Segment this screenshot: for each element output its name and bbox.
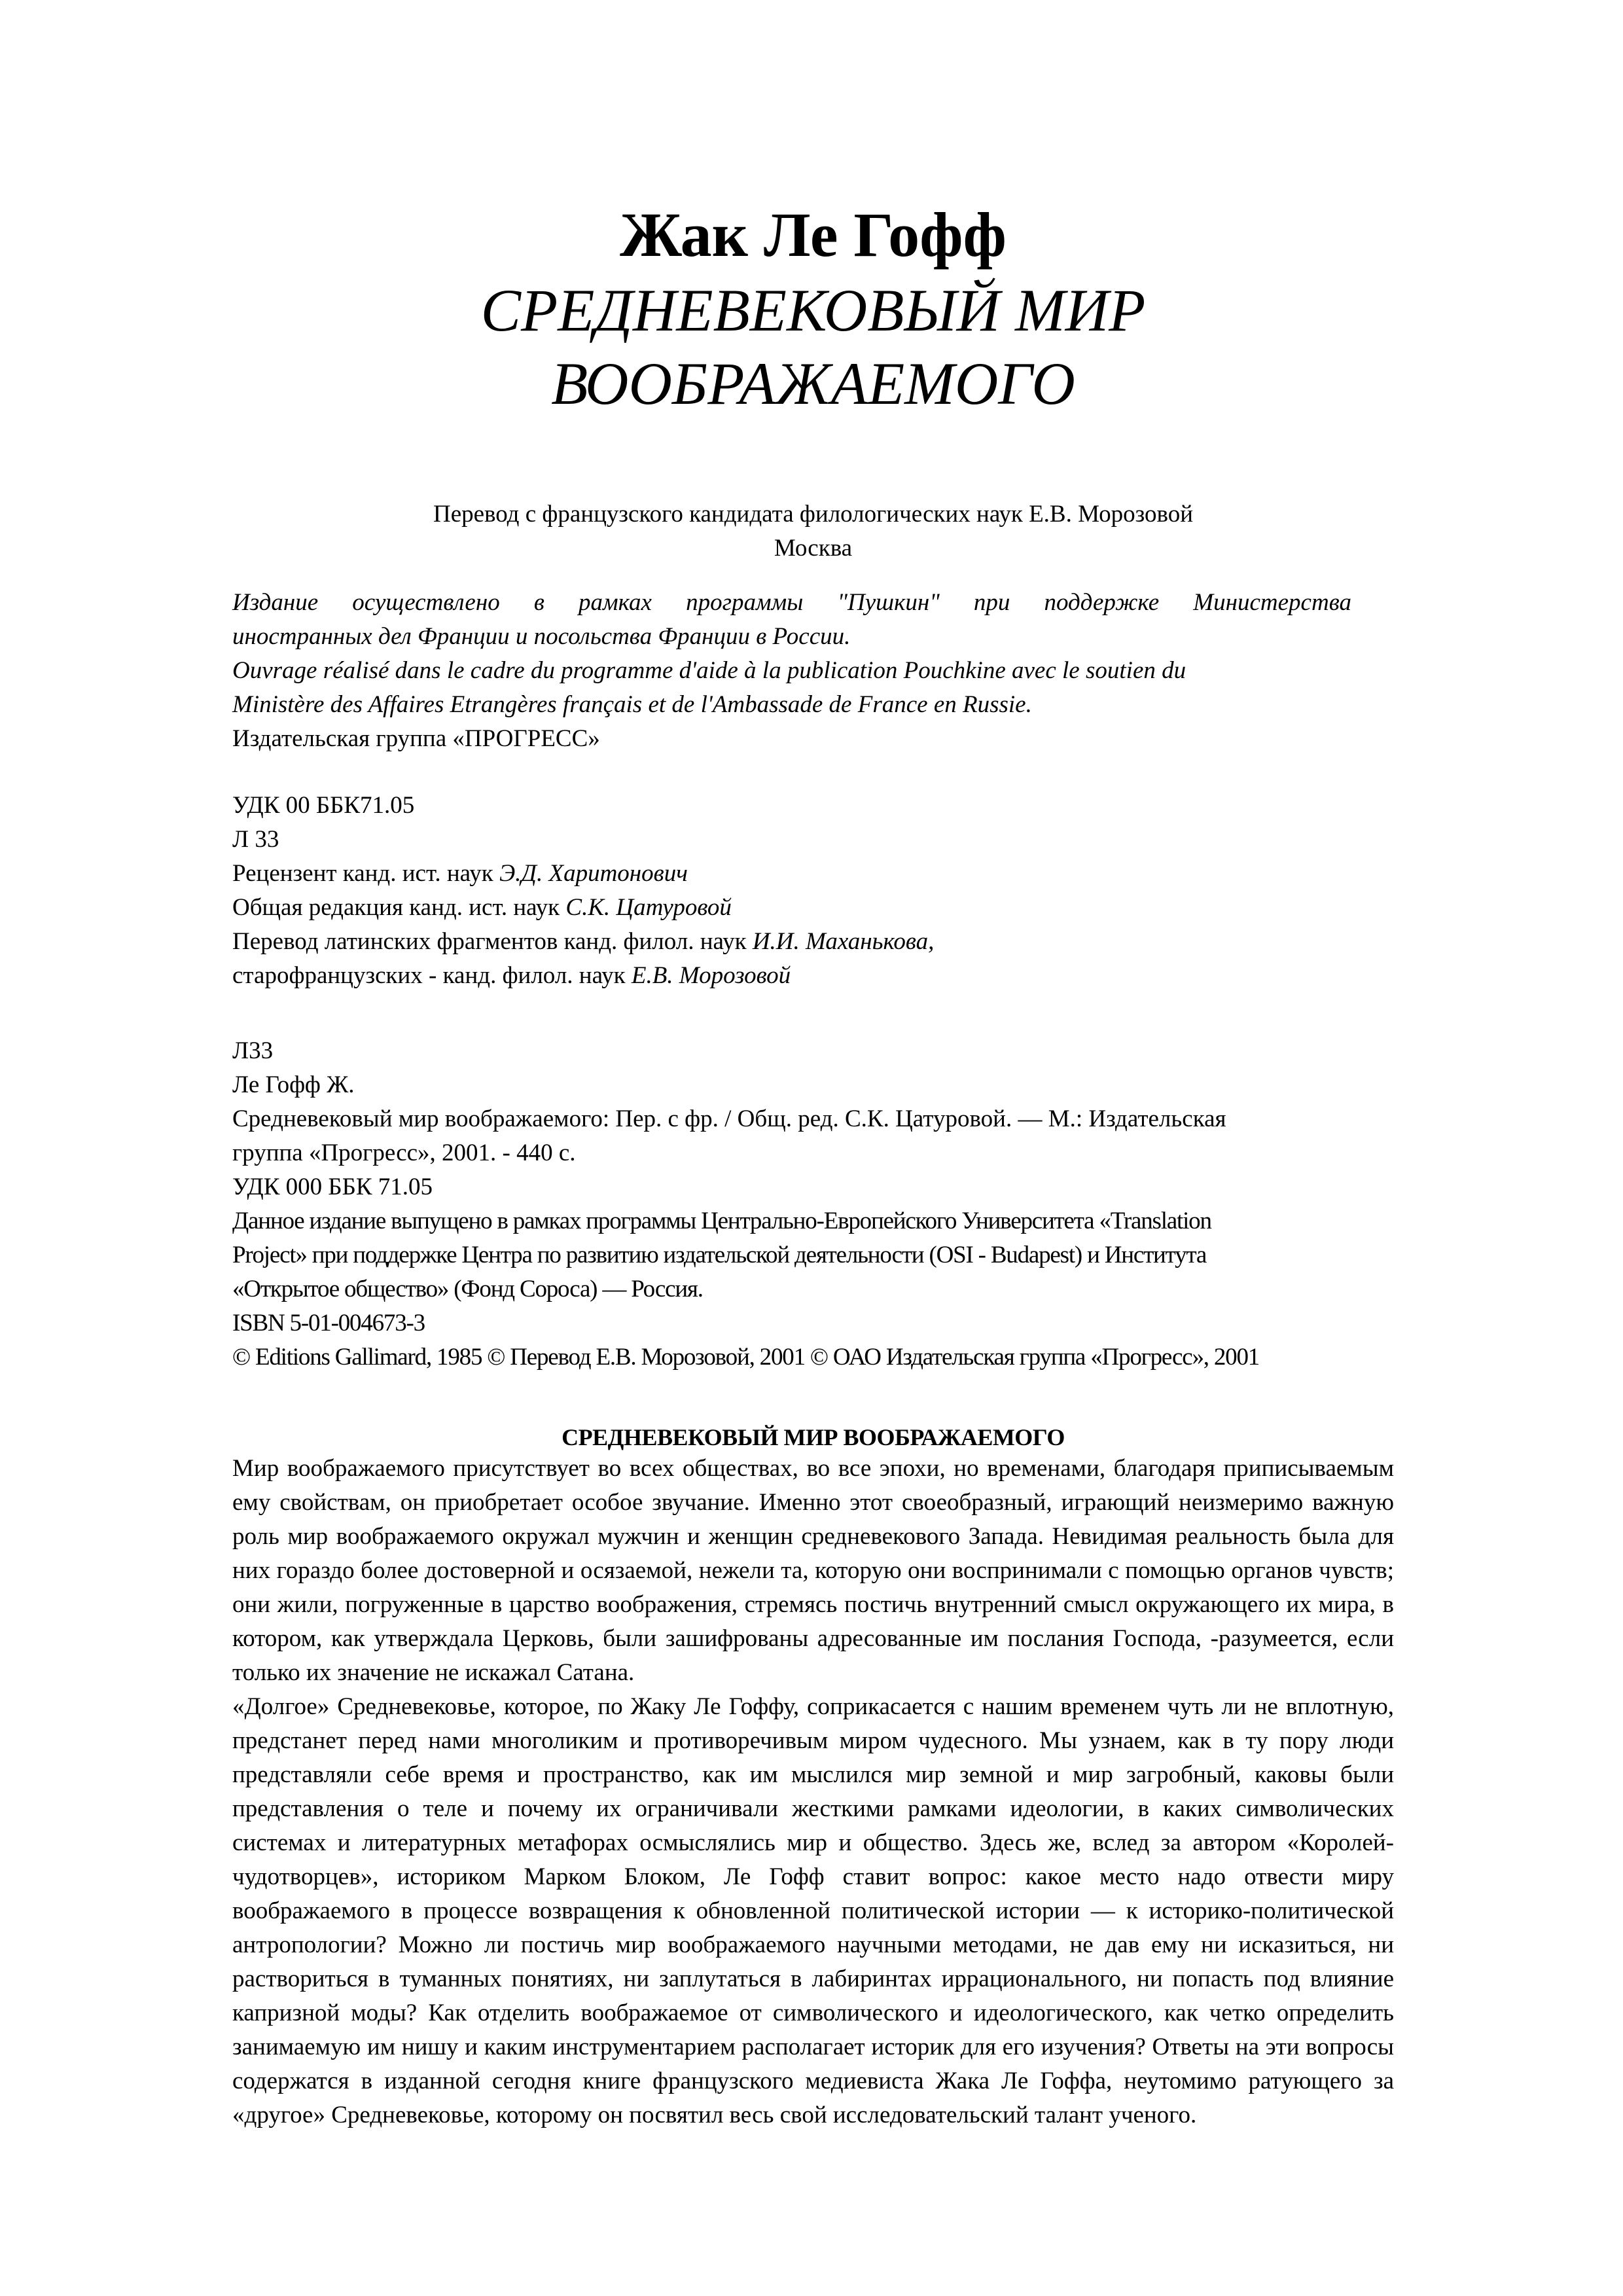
pushkin-fr-line-2: Ministère des Affaires Etrangères français et de l'Ambassade de France en Russie. <box>232 691 1032 718</box>
annotation-paragraph-2: «Долгое» Средневековье, которое, по Жаку Ле Гоффу, соприкасается с нашим временем чуть ли не вплотную, предстанет перед нами многоликим и противоречивым миром чудесного. Мы узнаем, как в ту пору люди представляли себе время и пространство, как им мыслился мир земной и мир загробный, каковы были представления о теле и почему их ограничивали жесткими рамками идеологии, в каких символических системах и литературных метафорах осмыслялись мир и общество. Здесь же, вслед за автором «Королей-чудотворцев», историком Марком Блоком, Ле Гофф ставит вопрос: какое место надо отвести миру воображаемого в процессе возвращения к обновленной политической истории — к историко-политической антропологии? Можно ли постичь мир воображаемого научными методами, не дав ему ни исказиться, ни раствориться в туманных понятиях, ни заплутаться в лабиринтах иррационального, ни попасть под влияние капризной моды? Как отделить воображаемое от символического и идеологического, как четко определить занимаемую им нишу и каким инструментарием располагает историк для его изучения? Ответы на эти вопросы содержатся в изданной сегодня книге французского медиевиста Жака Ле Гоффа, неутомимо ратующего за «другое» Средневековье, которому он посвятил весь свой исследовательский талант ученого. <box>232 1693 1394 2128</box>
oldfrench-translator-name: Е.В. Морозовой <box>631 962 791 989</box>
bib-program-line-2: Project» при поддержке Центра по развитию издательской деятельности (OSI - Budapest) и Института <box>232 1242 1207 1268</box>
pushkin-program-note <box>232 586 1351 756</box>
latin-translator-line <box>232 925 1351 959</box>
translation-note: Перевод с французского кандидата филологических наук Е.В. Морозовой <box>433 501 1194 528</box>
annotation-paragraph-1: Мир воображаемого присутствует во всех обществах, во все эпохи, но временами, благодаря приписываемым ему свойствам, он приобретает особое звучание. Именно этот своеобразный, играющий неизмеримо важную роль мир воображаемого окружал мужчин и женщин средневекового Запада. Невидимая реальность была для них гораздо более достоверной и осязаемой, нежели та, которую они воспринимали с помощью органов чувств; они жили, погруженные в царство воображения, стремясь постичь внутренний смысл окружающего их мира, в котором, как утверждала Церковь, были зашифрованы адресованные им послания Господа, -разумеется, если только их значение не искажал Сатана. <box>232 1455 1394 1686</box>
credits-udk: УДК 00 ББК71.05 <box>232 792 415 819</box>
annotation-body <box>232 1452 1394 2132</box>
latin-translator-name: И.И. Маханькова, <box>752 928 935 955</box>
editor-name: С.К. Цатуровой <box>565 894 732 921</box>
reviewer-name: Э.Д. Харитонович <box>499 860 688 887</box>
bib-copyright: © Editions Gallimard, 1985 © Перевод Е.В. Морозовой, 2001 © ОАО Издательская группа «Прогресс», 2001 <box>232 1344 1260 1371</box>
author-name: Жак Ле Гофф <box>620 200 1007 270</box>
bibliographic-record <box>232 1034 1351 1374</box>
bib-entry-line-1: Средневековый мир воображаемого: Пер. с фр. / Общ. ред. С.К. Цатуровой. — М.: Издательская <box>232 1105 1226 1132</box>
bib-program-line-1: Данное издание выпущено в рамках программы Центрально-Европейского Университета «Translation <box>232 1208 1211 1234</box>
bib-udk: УДК 000 ББК 71.05 <box>232 1174 433 1200</box>
credits-code: Л 33 <box>232 826 279 853</box>
pushkin-fr-line-1: Ouvrage réalisé dans le cadre du programme d'aide à la publication Pouchkine avec le soutien du <box>232 657 1186 684</box>
latin-translator-label: Перевод латинских фрагментов канд. филол. наук <box>232 928 753 955</box>
editor-label: Общая редакция канд. ист. наук <box>232 894 566 921</box>
pushkin-ru-line-2: иностранных дел Франции и посольства Франции в России. <box>232 623 851 650</box>
editor-line <box>232 891 1351 925</box>
title-block <box>232 190 1394 420</box>
book-title-line-1: СРЕДНЕВЕКОВЫЙ МИР <box>480 277 1146 344</box>
publisher-group: Издательская группа «ПРОГРЕСС» <box>232 725 600 752</box>
bib-isbn: ISBN 5-01-004673-3 <box>232 1310 425 1336</box>
annotation-title: СРЕДНЕВЕКОВЫЙ МИР ВООБРАЖАЕМОГО <box>562 1424 1065 1450</box>
book-title-line-2: ВООБРАЖАЕМОГО <box>551 350 1075 417</box>
oldfrench-translator-label: старофранцузских - канд. филол. наук <box>232 962 632 989</box>
pushkin-ru-line-1: Издание осуществлено в рамках программы "Пушкин" при поддержке Министерства <box>232 589 1351 616</box>
bib-author: Ле Гофф Ж. <box>232 1071 355 1098</box>
city: Москва <box>774 535 853 562</box>
reviewer-line <box>232 857 1351 891</box>
bib-program-line-3: «Открытое общество» (Фонд Сороса) — Россия. <box>232 1276 703 1302</box>
oldfrench-translator-line <box>232 959 1351 993</box>
bib-entry-line-2: группа «Прогресс», 2001. - 440 с. <box>232 1139 576 1166</box>
bib-code: Л33 <box>232 1037 274 1064</box>
credits-block <box>232 789 1351 993</box>
reviewer-label: Рецензент канд. ист. наук <box>232 860 499 887</box>
